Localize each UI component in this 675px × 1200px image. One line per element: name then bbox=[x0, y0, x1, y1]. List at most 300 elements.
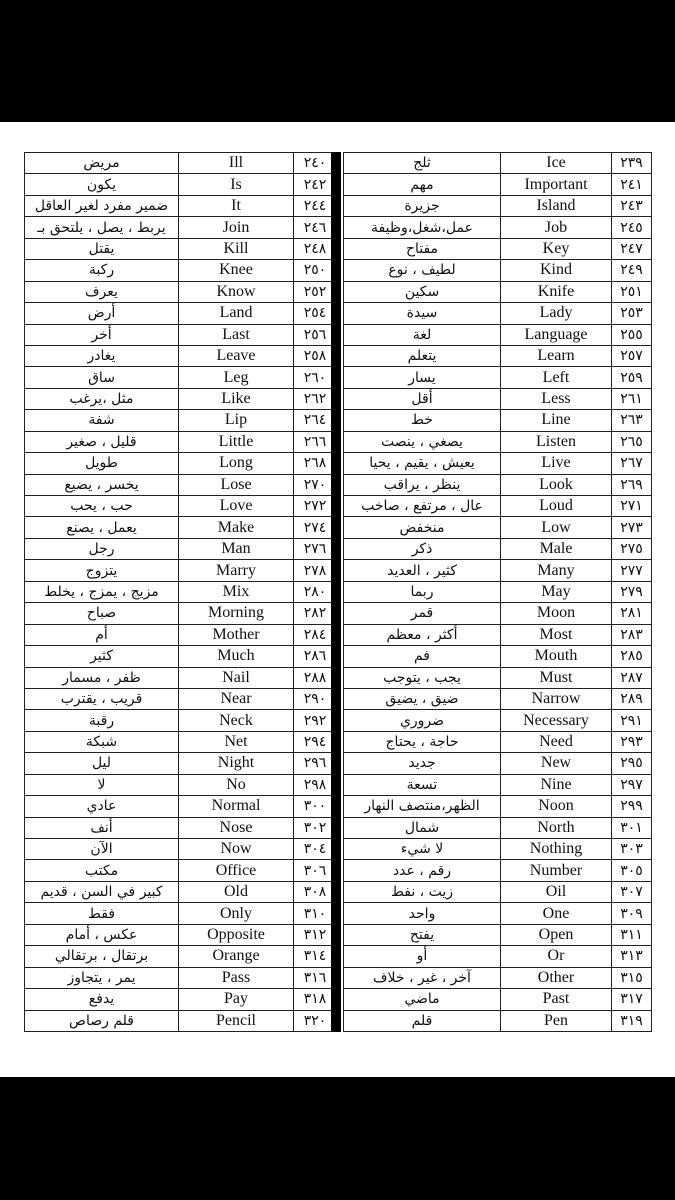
arabic-meaning-cell: آخر ، غير ، خلاف bbox=[344, 967, 501, 988]
english-word-cell: Love bbox=[179, 496, 294, 517]
row-number-cell: ٢٧٣ bbox=[612, 517, 652, 538]
table-row bbox=[25, 860, 337, 881]
english-word-cell: Knife bbox=[501, 281, 612, 302]
arabic-meaning-cell: أم bbox=[25, 624, 179, 645]
arabic-meaning-cell: يمر ، يتجاوز bbox=[25, 967, 179, 988]
row-number-cell: ٢٨١ bbox=[612, 603, 652, 624]
arabic-meaning-cell: ضيق ، يضيق bbox=[344, 688, 501, 709]
arabic-meaning-cell: سيدة bbox=[344, 303, 501, 324]
english-word-cell: One bbox=[501, 903, 612, 924]
table-row bbox=[344, 260, 652, 281]
arabic-meaning-cell: لا شيء bbox=[344, 839, 501, 860]
arabic-meaning-cell: منخفض bbox=[344, 517, 501, 538]
arabic-meaning-cell: صباح bbox=[25, 603, 179, 624]
english-word-cell: Like bbox=[179, 388, 294, 409]
arabic-meaning-cell: ماضي bbox=[344, 989, 501, 1010]
english-word-cell: Left bbox=[501, 367, 612, 388]
table-row bbox=[344, 881, 652, 902]
arabic-meaning-cell: يغادر bbox=[25, 345, 179, 366]
arabic-meaning-cell: مريض bbox=[25, 153, 179, 174]
arabic-meaning-cell: تسعة bbox=[344, 774, 501, 795]
arabic-meaning-cell: كثير bbox=[25, 646, 179, 667]
english-word-cell: Old bbox=[179, 881, 294, 902]
row-number-cell: ٢٤٤ bbox=[294, 195, 337, 216]
arabic-meaning-cell: فقط bbox=[25, 903, 179, 924]
english-word-cell: Little bbox=[179, 431, 294, 452]
row-number-cell: ٣١٩ bbox=[612, 1010, 652, 1031]
row-number-cell: ٢٨٨ bbox=[294, 667, 337, 688]
arabic-meaning-cell: مكتب bbox=[25, 860, 179, 881]
english-word-cell: Line bbox=[501, 410, 612, 431]
arabic-meaning-cell: ضروري bbox=[344, 710, 501, 731]
table-row bbox=[25, 560, 337, 581]
vocabulary-page bbox=[0, 122, 675, 1077]
english-word-cell: Knee bbox=[179, 260, 294, 281]
row-number-cell: ٢٨٦ bbox=[294, 646, 337, 667]
table-row bbox=[344, 839, 652, 860]
table-row bbox=[344, 517, 652, 538]
table-row bbox=[25, 753, 337, 774]
arabic-meaning-cell: لطيف ، نوع bbox=[344, 260, 501, 281]
arabic-meaning-cell: خط bbox=[344, 410, 501, 431]
arabic-meaning-cell: مثل ،يرغب bbox=[25, 388, 179, 409]
table-row bbox=[344, 967, 652, 988]
row-number-cell: ٢٩٦ bbox=[294, 753, 337, 774]
table-row bbox=[344, 345, 652, 366]
english-word-cell: Need bbox=[501, 731, 612, 752]
arabic-meaning-cell: لا bbox=[25, 774, 179, 795]
arabic-meaning-cell: أخر bbox=[25, 324, 179, 345]
table-row bbox=[344, 946, 652, 967]
english-word-cell: Make bbox=[179, 517, 294, 538]
arabic-meaning-cell: أكثر ، معظم bbox=[344, 624, 501, 645]
row-number-cell: ٣٠٢ bbox=[294, 817, 337, 838]
table-row bbox=[25, 153, 337, 174]
row-number-cell: ٢٤٦ bbox=[294, 217, 337, 238]
english-word-cell: Nail bbox=[179, 667, 294, 688]
table-row bbox=[344, 153, 652, 174]
vocabulary-table-right bbox=[343, 152, 652, 1032]
row-number-cell: ٢٧٤ bbox=[294, 517, 337, 538]
row-number-cell: ٣٠٣ bbox=[612, 839, 652, 860]
english-word-cell: Listen bbox=[501, 431, 612, 452]
english-word-cell: Lady bbox=[501, 303, 612, 324]
table-row bbox=[25, 410, 337, 431]
table-row bbox=[25, 774, 337, 795]
table-row bbox=[344, 774, 652, 795]
table-row bbox=[344, 388, 652, 409]
english-word-cell: Job bbox=[501, 217, 612, 238]
table-row bbox=[344, 624, 652, 645]
row-number-cell: ٢٦٨ bbox=[294, 453, 337, 474]
table-row bbox=[25, 195, 337, 216]
table-row bbox=[344, 195, 652, 216]
table-row bbox=[25, 646, 337, 667]
row-number-cell: ٢٥٦ bbox=[294, 324, 337, 345]
arabic-meaning-cell: يكون bbox=[25, 174, 179, 195]
english-word-cell: No bbox=[179, 774, 294, 795]
row-number-cell: ٢٧٦ bbox=[294, 538, 337, 559]
english-word-cell: Marry bbox=[179, 560, 294, 581]
table-row bbox=[25, 431, 337, 452]
english-word-cell: Loud bbox=[501, 496, 612, 517]
table-row bbox=[344, 238, 652, 259]
english-word-cell: Morning bbox=[179, 603, 294, 624]
arabic-meaning-cell: يفتح bbox=[344, 924, 501, 945]
table-row bbox=[25, 603, 337, 624]
table-row bbox=[25, 388, 337, 409]
table-row bbox=[25, 260, 337, 281]
table-row bbox=[25, 839, 337, 860]
table-row bbox=[344, 303, 652, 324]
vocabulary-table-left bbox=[24, 152, 337, 1032]
english-word-cell: Ill bbox=[179, 153, 294, 174]
row-number-cell: ٢٦٦ bbox=[294, 431, 337, 452]
arabic-meaning-cell: قلم رصاص bbox=[25, 1010, 179, 1031]
english-word-cell: Mouth bbox=[501, 646, 612, 667]
table-row bbox=[344, 710, 652, 731]
table-row bbox=[344, 496, 652, 517]
table-row bbox=[25, 453, 337, 474]
english-word-cell: Only bbox=[179, 903, 294, 924]
english-word-cell: Mother bbox=[179, 624, 294, 645]
arabic-meaning-cell: قمر bbox=[344, 603, 501, 624]
english-word-cell: Pay bbox=[179, 989, 294, 1010]
row-number-cell: ٢٨٥ bbox=[612, 646, 652, 667]
row-number-cell: ٢٥٨ bbox=[294, 345, 337, 366]
table-row bbox=[25, 967, 337, 988]
row-number-cell: ٣٠٨ bbox=[294, 881, 337, 902]
table-row bbox=[344, 603, 652, 624]
table-row bbox=[25, 624, 337, 645]
arabic-meaning-cell: سكين bbox=[344, 281, 501, 302]
arabic-meaning-cell: شمال bbox=[344, 817, 501, 838]
english-word-cell: Language bbox=[501, 324, 612, 345]
row-number-cell: ٣١٣ bbox=[612, 946, 652, 967]
arabic-meaning-cell: يسار bbox=[344, 367, 501, 388]
row-number-cell: ٢٦٥ bbox=[612, 431, 652, 452]
row-number-cell: ٢٨٣ bbox=[612, 624, 652, 645]
row-number-cell: ٢٩٥ bbox=[612, 753, 652, 774]
english-word-cell: Number bbox=[501, 860, 612, 881]
row-number-cell: ٢٧٧ bbox=[612, 560, 652, 581]
row-number-cell: ٣٠١ bbox=[612, 817, 652, 838]
arabic-meaning-cell: رقبة bbox=[25, 710, 179, 731]
english-word-cell: Narrow bbox=[501, 688, 612, 709]
table-row bbox=[25, 367, 337, 388]
english-word-cell: New bbox=[501, 753, 612, 774]
arabic-meaning-cell: يتعلم bbox=[344, 345, 501, 366]
row-number-cell: ٢٦٣ bbox=[612, 410, 652, 431]
arabic-meaning-cell: يخسر ، يضيع bbox=[25, 474, 179, 495]
table-row bbox=[344, 581, 652, 602]
table-row bbox=[25, 238, 337, 259]
arabic-meaning-cell: برتقال ، برتقالي bbox=[25, 946, 179, 967]
table-row bbox=[25, 581, 337, 602]
table-row bbox=[344, 431, 652, 452]
row-number-cell: ٣١٥ bbox=[612, 967, 652, 988]
english-word-cell: Much bbox=[179, 646, 294, 667]
row-number-cell: ٢٨٤ bbox=[294, 624, 337, 645]
table-row bbox=[344, 324, 652, 345]
english-word-cell: Island bbox=[501, 195, 612, 216]
table-row bbox=[25, 688, 337, 709]
arabic-meaning-cell: ضمير مفرد لغير العاقل bbox=[25, 195, 179, 216]
english-word-cell: Key bbox=[501, 238, 612, 259]
table-row bbox=[344, 667, 652, 688]
english-word-cell: Land bbox=[179, 303, 294, 324]
arabic-meaning-cell: عال ، مرتفع ، صاخب bbox=[344, 496, 501, 517]
table-row bbox=[25, 517, 337, 538]
row-number-cell: ٣١١ bbox=[612, 924, 652, 945]
row-number-cell: ٢٩٣ bbox=[612, 731, 652, 752]
english-word-cell: Moon bbox=[501, 603, 612, 624]
arabic-meaning-cell: شبكة bbox=[25, 731, 179, 752]
english-word-cell: Net bbox=[179, 731, 294, 752]
row-number-cell: ٢٩٩ bbox=[612, 796, 652, 817]
table-row bbox=[344, 688, 652, 709]
table-row bbox=[25, 796, 337, 817]
row-number-cell: ٢٥٢ bbox=[294, 281, 337, 302]
english-word-cell: Lose bbox=[179, 474, 294, 495]
row-number-cell: ٢٩٠ bbox=[294, 688, 337, 709]
row-number-cell: ٣١٢ bbox=[294, 924, 337, 945]
table-row bbox=[25, 667, 337, 688]
row-number-cell: ٢٦٩ bbox=[612, 474, 652, 495]
row-number-cell: ٢٧٥ bbox=[612, 538, 652, 559]
arabic-meaning-cell: الآن bbox=[25, 839, 179, 860]
row-number-cell: ٣١٦ bbox=[294, 967, 337, 988]
table-row bbox=[25, 217, 337, 238]
row-number-cell: ٢٩٧ bbox=[612, 774, 652, 795]
row-number-cell: ٣٠٩ bbox=[612, 903, 652, 924]
table-row bbox=[344, 560, 652, 581]
table-row bbox=[344, 924, 652, 945]
english-word-cell: Kill bbox=[179, 238, 294, 259]
table-row bbox=[344, 646, 652, 667]
arabic-meaning-cell: يجب ، يتوجب bbox=[344, 667, 501, 688]
english-word-cell: Most bbox=[501, 624, 612, 645]
table-row bbox=[344, 217, 652, 238]
row-number-cell: ٣٠٥ bbox=[612, 860, 652, 881]
table-row bbox=[344, 731, 652, 752]
row-number-cell: ٢٣٩ bbox=[612, 153, 652, 174]
row-number-cell: ٢٧١ bbox=[612, 496, 652, 517]
table-row bbox=[344, 989, 652, 1010]
row-number-cell: ٢٤٧ bbox=[612, 238, 652, 259]
arabic-meaning-cell: مهم bbox=[344, 174, 501, 195]
english-word-cell: Ice bbox=[501, 153, 612, 174]
row-number-cell: ٢٥١ bbox=[612, 281, 652, 302]
arabic-meaning-cell: عمل،شغل،وظيفة bbox=[344, 217, 501, 238]
row-number-cell: ٢٨٠ bbox=[294, 581, 337, 602]
arabic-meaning-cell: عادي bbox=[25, 796, 179, 817]
table-row bbox=[344, 538, 652, 559]
english-word-cell: Office bbox=[179, 860, 294, 881]
row-number-cell: ٣١٨ bbox=[294, 989, 337, 1010]
row-number-cell: ٢٦٠ bbox=[294, 367, 337, 388]
english-word-cell: Past bbox=[501, 989, 612, 1010]
arabic-meaning-cell: أرض bbox=[25, 303, 179, 324]
row-number-cell: ٢٦٤ bbox=[294, 410, 337, 431]
english-word-cell: Is bbox=[179, 174, 294, 195]
row-number-cell: ٢٥٣ bbox=[612, 303, 652, 324]
table-row bbox=[25, 1010, 337, 1031]
english-word-cell: Other bbox=[501, 967, 612, 988]
row-number-cell: ٢٦٧ bbox=[612, 453, 652, 474]
english-word-cell: Live bbox=[501, 453, 612, 474]
arabic-meaning-cell: يعرف bbox=[25, 281, 179, 302]
row-number-cell: ٢٤٣ bbox=[612, 195, 652, 216]
arabic-meaning-cell: ربما bbox=[344, 581, 501, 602]
row-number-cell: ٢٧٨ bbox=[294, 560, 337, 581]
english-word-cell: Opposite bbox=[179, 924, 294, 945]
row-number-cell: ٢٩٨ bbox=[294, 774, 337, 795]
arabic-meaning-cell: واحد bbox=[344, 903, 501, 924]
table-row bbox=[25, 281, 337, 302]
english-word-cell: It bbox=[179, 195, 294, 216]
row-number-cell: ٢٥٤ bbox=[294, 303, 337, 324]
arabic-meaning-cell: طويل bbox=[25, 453, 179, 474]
row-number-cell: ٢٤٠ bbox=[294, 153, 337, 174]
english-word-cell: Leave bbox=[179, 345, 294, 366]
table-row bbox=[344, 753, 652, 774]
arabic-meaning-cell: الظهر،منتصف النهار bbox=[344, 796, 501, 817]
arabic-meaning-cell: مزيج ، يمزج ، يخلط bbox=[25, 581, 179, 602]
arabic-meaning-cell: حاجة ، يحتاج bbox=[344, 731, 501, 752]
arabic-meaning-cell: ظفر ، مسمار bbox=[25, 667, 179, 688]
row-number-cell: ٢٤٨ bbox=[294, 238, 337, 259]
arabic-meaning-cell: أنف bbox=[25, 817, 179, 838]
arabic-meaning-cell: قلم bbox=[344, 1010, 501, 1031]
row-number-cell: ٢٩١ bbox=[612, 710, 652, 731]
arabic-meaning-cell: كبير في السن ، قديم bbox=[25, 881, 179, 902]
table-row bbox=[344, 410, 652, 431]
row-number-cell: ٣٠٦ bbox=[294, 860, 337, 881]
table-row bbox=[25, 731, 337, 752]
arabic-meaning-cell: ثلج bbox=[344, 153, 501, 174]
english-word-cell: Pencil bbox=[179, 1010, 294, 1031]
english-word-cell: Learn bbox=[501, 345, 612, 366]
row-number-cell: ٣٠٠ bbox=[294, 796, 337, 817]
arabic-meaning-cell: قليل ، صغير bbox=[25, 431, 179, 452]
table-row bbox=[25, 303, 337, 324]
arabic-meaning-cell: حب ، يحب bbox=[25, 496, 179, 517]
english-word-cell: Neck bbox=[179, 710, 294, 731]
arabic-meaning-cell: جديد bbox=[344, 753, 501, 774]
table-row bbox=[344, 281, 652, 302]
row-number-cell: ٢٥٩ bbox=[612, 367, 652, 388]
english-word-cell: May bbox=[501, 581, 612, 602]
arabic-meaning-cell: ذكر bbox=[344, 538, 501, 559]
english-word-cell: Now bbox=[179, 839, 294, 860]
row-number-cell: ٣١٧ bbox=[612, 989, 652, 1010]
english-word-cell: Low bbox=[501, 517, 612, 538]
table-row bbox=[25, 924, 337, 945]
table-row bbox=[344, 367, 652, 388]
english-word-cell: Must bbox=[501, 667, 612, 688]
table-row bbox=[344, 903, 652, 924]
arabic-meaning-cell: عكس ، أمام bbox=[25, 924, 179, 945]
english-word-cell: Join bbox=[179, 217, 294, 238]
english-word-cell: Man bbox=[179, 538, 294, 559]
row-number-cell: ٢٧٢ bbox=[294, 496, 337, 517]
row-number-cell: ٢٦٢ bbox=[294, 388, 337, 409]
english-word-cell: Know bbox=[179, 281, 294, 302]
arabic-meaning-cell: يتزوج bbox=[25, 560, 179, 581]
row-number-cell: ٢٩٢ bbox=[294, 710, 337, 731]
arabic-meaning-cell: يربط ، يصل ، يلتحق بـ bbox=[25, 217, 179, 238]
arabic-meaning-cell: يقتل bbox=[25, 238, 179, 259]
english-word-cell: Orange bbox=[179, 946, 294, 967]
arabic-meaning-cell: زيت ، نفط bbox=[344, 881, 501, 902]
english-word-cell: Or bbox=[501, 946, 612, 967]
table-row bbox=[25, 710, 337, 731]
english-word-cell: Male bbox=[501, 538, 612, 559]
table-row bbox=[25, 903, 337, 924]
table-row bbox=[25, 474, 337, 495]
english-word-cell: Long bbox=[179, 453, 294, 474]
english-word-cell: Open bbox=[501, 924, 612, 945]
arabic-meaning-cell: لغة bbox=[344, 324, 501, 345]
row-number-cell: ٣١٠ bbox=[294, 903, 337, 924]
english-word-cell: Kind bbox=[501, 260, 612, 281]
table-row bbox=[25, 496, 337, 517]
arabic-meaning-cell: جزيرة bbox=[344, 195, 501, 216]
row-number-cell: ٣١٤ bbox=[294, 946, 337, 967]
table-row bbox=[344, 474, 652, 495]
arabic-meaning-cell: شفة bbox=[25, 410, 179, 431]
row-number-cell: ٢٧٠ bbox=[294, 474, 337, 495]
arabic-meaning-cell: رجل bbox=[25, 538, 179, 559]
arabic-meaning-cell: يعيش ، يقيم ، يحيا bbox=[344, 453, 501, 474]
english-word-cell: Important bbox=[501, 174, 612, 195]
arabic-meaning-cell: مفتاح bbox=[344, 238, 501, 259]
english-word-cell: Less bbox=[501, 388, 612, 409]
english-word-cell: Nose bbox=[179, 817, 294, 838]
english-word-cell: Normal bbox=[179, 796, 294, 817]
arabic-meaning-cell: ينظر ، يراقب bbox=[344, 474, 501, 495]
table-row bbox=[344, 796, 652, 817]
english-word-cell: Many bbox=[501, 560, 612, 581]
english-word-cell: Mix bbox=[179, 581, 294, 602]
center-divider-bar bbox=[331, 152, 341, 1032]
row-number-cell: ٢٩٤ bbox=[294, 731, 337, 752]
english-word-cell: North bbox=[501, 817, 612, 838]
row-number-cell: ٣٠٧ bbox=[612, 881, 652, 902]
row-number-cell: ٢٤١ bbox=[612, 174, 652, 195]
table-row bbox=[344, 453, 652, 474]
english-word-cell: Night bbox=[179, 753, 294, 774]
table-row bbox=[25, 324, 337, 345]
row-number-cell: ٢٥٧ bbox=[612, 345, 652, 366]
english-word-cell: Leg bbox=[179, 367, 294, 388]
row-number-cell: ٣٢٠ bbox=[294, 1010, 337, 1031]
arabic-meaning-cell: قريب ، يقترب bbox=[25, 688, 179, 709]
table-row bbox=[344, 1010, 652, 1031]
table-row bbox=[25, 881, 337, 902]
english-word-cell: Necessary bbox=[501, 710, 612, 731]
arabic-meaning-cell: رقم ، عدد bbox=[344, 860, 501, 881]
arabic-meaning-cell: ساق bbox=[25, 367, 179, 388]
english-word-cell: Nothing bbox=[501, 839, 612, 860]
arabic-meaning-cell: يعمل ، يصنع bbox=[25, 517, 179, 538]
table-row bbox=[25, 345, 337, 366]
row-number-cell: ٢٥٠ bbox=[294, 260, 337, 281]
table-row bbox=[25, 174, 337, 195]
arabic-meaning-cell: فم bbox=[344, 646, 501, 667]
english-word-cell: Near bbox=[179, 688, 294, 709]
